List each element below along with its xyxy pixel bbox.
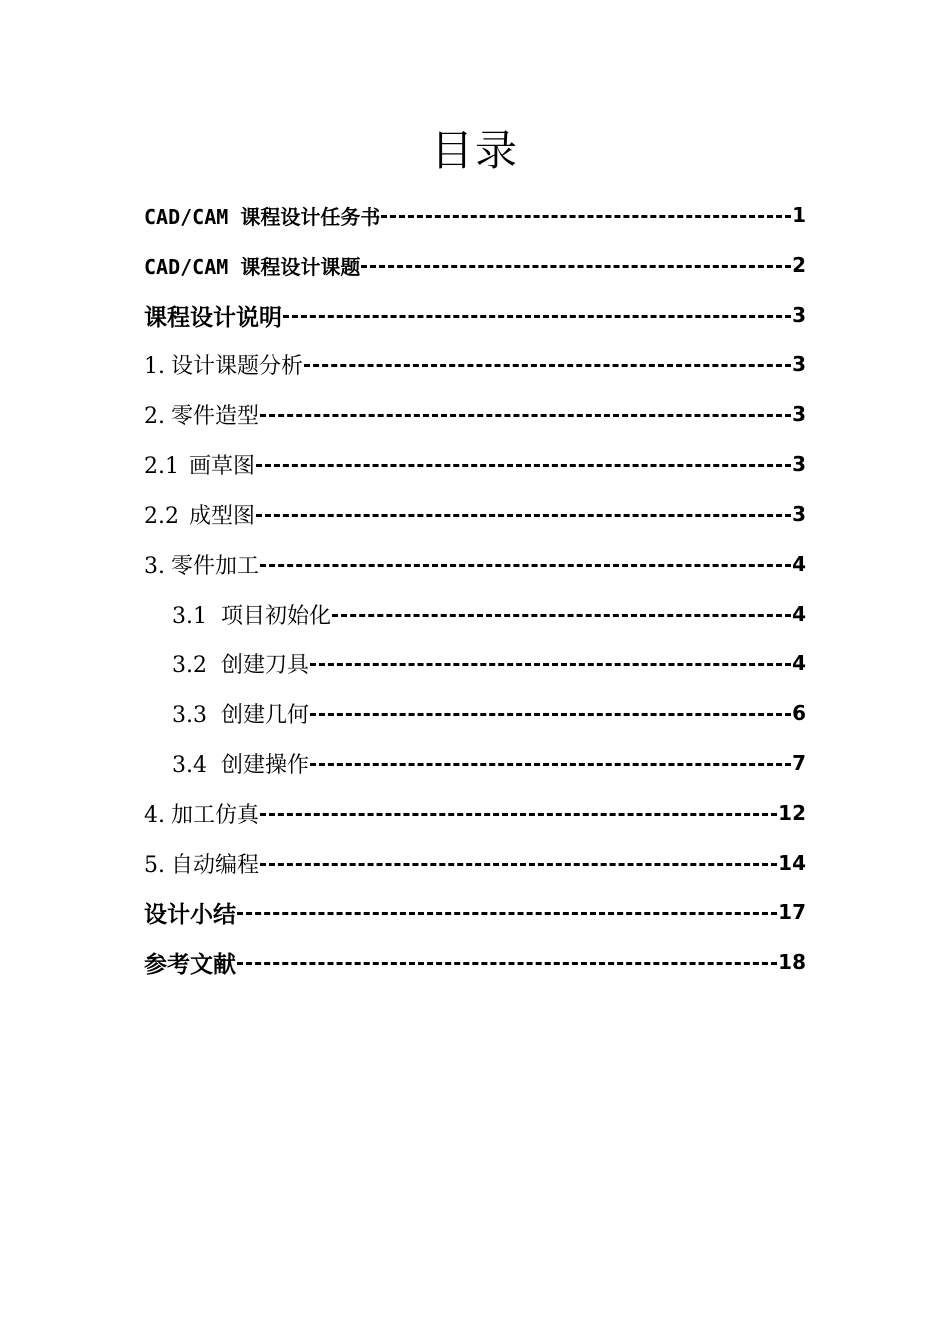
toc-page-number: 3 — [792, 502, 806, 526]
toc-entry-number: 3.1 — [172, 603, 207, 629]
toc-leader-line — [260, 414, 791, 417]
toc-entry-label — [172, 748, 309, 779]
toc-page-number: 14 — [778, 851, 806, 875]
toc-entry[interactable] — [144, 396, 806, 432]
toc-page-number: 3 — [792, 303, 806, 327]
toc-entry[interactable] — [144, 346, 806, 382]
toc-entry-number: 2.2 — [144, 503, 179, 529]
toc-page-number: 4 — [792, 651, 806, 675]
toc-entry-label — [144, 251, 360, 280]
toc-leader-line — [332, 614, 791, 617]
toc-entry-number: 3.3 — [172, 702, 207, 728]
toc-entry[interactable] — [144, 894, 806, 930]
toc-page-number: 18 — [778, 950, 806, 974]
toc-entry-label — [144, 946, 236, 979]
toc-entry-text: 创建操作 — [221, 752, 310, 778]
toc-page-number: 2 — [792, 253, 806, 277]
toc-leader-line — [260, 863, 777, 866]
toc-entry[interactable] — [144, 944, 806, 980]
toc-entry-number: 5. — [144, 852, 165, 878]
toc-entry-number: 1. — [144, 353, 165, 379]
toc-page-number: 7 — [792, 751, 806, 775]
toc-entry-text: 加工仿真 — [171, 802, 260, 828]
toc-entry-label — [144, 399, 259, 430]
toc-entry-label — [144, 798, 259, 829]
toc-entry[interactable] — [172, 695, 806, 731]
toc-entry-label — [144, 299, 282, 332]
toc-entry-label — [144, 549, 259, 580]
toc-entry-text: 课程设计说明 — [144, 304, 282, 331]
toc-entry[interactable] — [144, 446, 806, 482]
toc-entry-number: 3.4 — [172, 752, 207, 778]
toc-entry-text: 成型图 — [189, 503, 256, 529]
toc-leader-line — [237, 962, 777, 965]
toc-entry[interactable] — [144, 297, 806, 333]
toc-entry-text: 零件造型 — [171, 403, 260, 429]
toc-entry-text: 画草图 — [189, 453, 256, 479]
toc-entry-label — [172, 599, 331, 630]
toc-entry[interactable] — [144, 845, 806, 881]
toc-entry-text: 项目初始化 — [221, 603, 332, 629]
toc-page-number: 12 — [778, 801, 806, 825]
toc-entry-text: 创建几何 — [221, 702, 310, 728]
toc-entry-text: 设计课题分析 — [171, 353, 304, 379]
toc-entry-label — [144, 896, 236, 929]
toc-page-number: 1 — [792, 203, 806, 227]
toc-leader-line — [310, 663, 791, 666]
toc-leader-line — [283, 315, 791, 318]
toc-entry[interactable] — [144, 496, 806, 532]
toc-entry[interactable] — [144, 546, 806, 582]
toc-entry-text: CAD/CAM 课程设计任务书 — [144, 204, 381, 229]
toc-leader-line — [260, 564, 791, 567]
toc-leader-line — [361, 265, 791, 268]
toc-page-number: 4 — [792, 602, 806, 626]
toc-entry-text: CAD/CAM 课程设计课题 — [144, 254, 361, 279]
toc-entry-label — [144, 499, 255, 530]
toc-entry[interactable] — [172, 596, 806, 632]
toc-entry[interactable] — [172, 645, 806, 681]
toc-leader-line — [256, 464, 791, 467]
toc-leader-line — [237, 912, 777, 915]
toc-entry-label — [172, 698, 309, 729]
toc-entry-label — [144, 201, 380, 230]
toc-entry-label — [144, 349, 303, 380]
toc-entry-number: 3. — [144, 553, 165, 579]
toc-entry[interactable] — [172, 745, 806, 781]
toc-entry-text: 设计小结 — [144, 901, 236, 928]
toc-leader-line — [310, 713, 791, 716]
toc-entry[interactable] — [144, 197, 806, 233]
toc-page-number: 3 — [792, 352, 806, 376]
toc-page-number: 3 — [792, 402, 806, 426]
toc-page-number: 6 — [792, 701, 806, 725]
toc-page-number: 4 — [792, 552, 806, 576]
toc-entry-number: 3.2 — [172, 652, 207, 678]
toc-leader-line — [310, 763, 791, 766]
toc-leader-line — [381, 215, 791, 218]
toc-entry-label — [144, 449, 255, 480]
toc-entry-text: 创建刀具 — [221, 652, 310, 678]
toc-leader-line — [260, 813, 777, 816]
toc-leader-line — [304, 364, 791, 367]
toc-entry-label — [144, 848, 259, 879]
toc-entry[interactable] — [144, 795, 806, 831]
toc-entry-number: 2.1 — [144, 453, 179, 479]
toc-page-number: 3 — [792, 452, 806, 476]
toc-entry[interactable] — [144, 247, 806, 283]
page-title: 目录 — [430, 126, 519, 175]
toc-leader-line — [256, 514, 791, 517]
toc-entry-text: 参考文献 — [144, 951, 236, 978]
toc-entry-text: 自动编程 — [171, 852, 260, 878]
toc-entry-number: 2. — [144, 403, 165, 429]
toc-page-number: 17 — [778, 900, 806, 924]
toc-entry-number: 4. — [144, 802, 165, 828]
toc-entry-label — [172, 648, 309, 679]
toc-entry-text: 零件加工 — [171, 553, 260, 579]
